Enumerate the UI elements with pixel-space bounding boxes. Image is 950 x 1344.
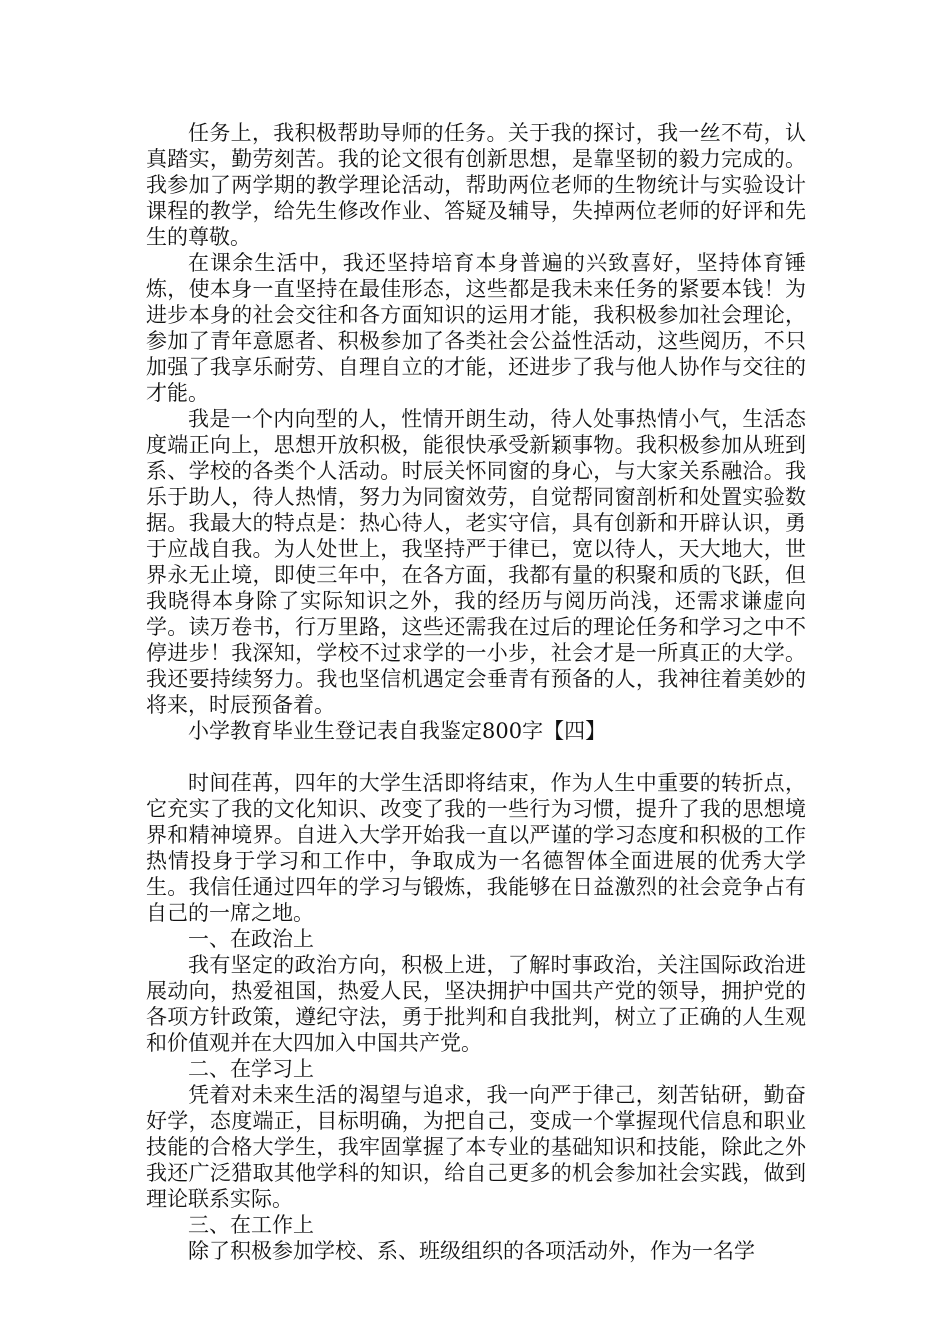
paragraph-work-duty: 任务上，我积极帮助导师的任务。关于我的探讨，我一丝不苟，认真踏实，勤劳刻苦。我的论文很有创新思想，是靠坚韧的毅力完成的。我参加了两学期的教学理论活动，帮助两位老师的生物统计与实验设计课程的教学，给先生修改作业、答疑及辅导，失掉两位老师的好评和先生的尊敬。 bbox=[146, 121, 806, 249]
document-body bbox=[146, 120, 806, 1264]
blank-line bbox=[146, 744, 806, 770]
paragraph-extracurricular: 在课余生活中，我还坚持培育本身普遍的兴致喜好，坚持体育锤炼，使本身一直坚持在最佳形态，这些都是我未来任务的紧要本钱！为进步本身的社会交往和各方面知识的运用才能，我积极参加社会理论，参加了青年意愿者、积极参加了各类社会公益性活动，这些阅历，不只加强了我享乐耐劳、自理自立的才能，还进步了我与他人协作与交往的才能。 bbox=[146, 251, 806, 405]
heading-politics: 一、在政治上 bbox=[188, 927, 314, 951]
heading-study: 二、在学习上 bbox=[188, 1057, 314, 1081]
paragraph-personality: 我是一个内向型的人，性情开朗生动，待人处事热情小气，生活态度端正向上，思想开放积极，能很快承受新颖事物。我积极参加从班到系、学校的各类个人活动。时辰关怀同窗的身心，与大家关系融洽。我乐于助人，待人热情，努力为同窗效劳，自觉帮同窗剖析和处置实验数据。我最大的特点是：热心待人，老实守信，具有创新和开辟认识，勇于应战自我。为人处世上，我坚持严于律已，宽以待人，天大地大，世界永无止境，即使三年中，在各方面，我都有量的积聚和质的飞跃，但我晓得本身除了实际知识之外，我的经历与阅历尚浅，还需求谦虚向学。读万卷书，行万里路，这些还需我在过后的理论任务和学习之中不停进步！我深知，学校不过求学的一小步，社会才是一所真正的大学。我还要持续努力。我也坚信机遇定会垂青有预备的人，我神往着美妙的将来，时辰预备着。 bbox=[146, 407, 806, 717]
paragraph-study: 凭着对未来生活的渴望与追求，我一向严于律己，刻苦钻研，勤奋好学，态度端正，目标明确，为把自己，变成一个掌握现代信息和职业技能的合格大学生，我牢固掌握了本专业的基础知识和技能，除此之外我还广泛猎取其他学科的知识，给自己更多的机会参加社会实践，做到理论联系实际。 bbox=[146, 1083, 806, 1211]
paragraph-work: 除了积极参加学校、系、班级组织的各项活动外，作为一名学 bbox=[188, 1239, 755, 1263]
heading-work: 三、在工作上 bbox=[188, 1213, 314, 1237]
paragraph-politics: 我有坚定的政治方向，积极上进，了解时事政治，关注国际政治进展动向，热爱祖国，热爱人民，坚决拥护中国共产党的领导，拥护党的各项方针政策，遵纪守法，勇于批判和自我批判，树立了正确的人生观和价值观并在大四加入中国共产党。 bbox=[146, 953, 806, 1055]
paragraph-intro: 时间荏苒，四年的大学生活即将结束，作为人生中重要的转折点，它充实了我的文化知识、改变了我的一些行为习惯，提升了我的思想境界和精神境界。自进入大学开始我一直以严谨的学习态度和积极的工作热情投身于学习和工作中，争取成为一名德智体全面进展的优秀大学生。我信任通过四年的学习与锻炼，我能够在日益激烈的社会竞争占有自己的一席之地。 bbox=[146, 771, 806, 925]
section-title: 小学教育毕业生登记表自我鉴定800字【四】 bbox=[188, 719, 607, 743]
